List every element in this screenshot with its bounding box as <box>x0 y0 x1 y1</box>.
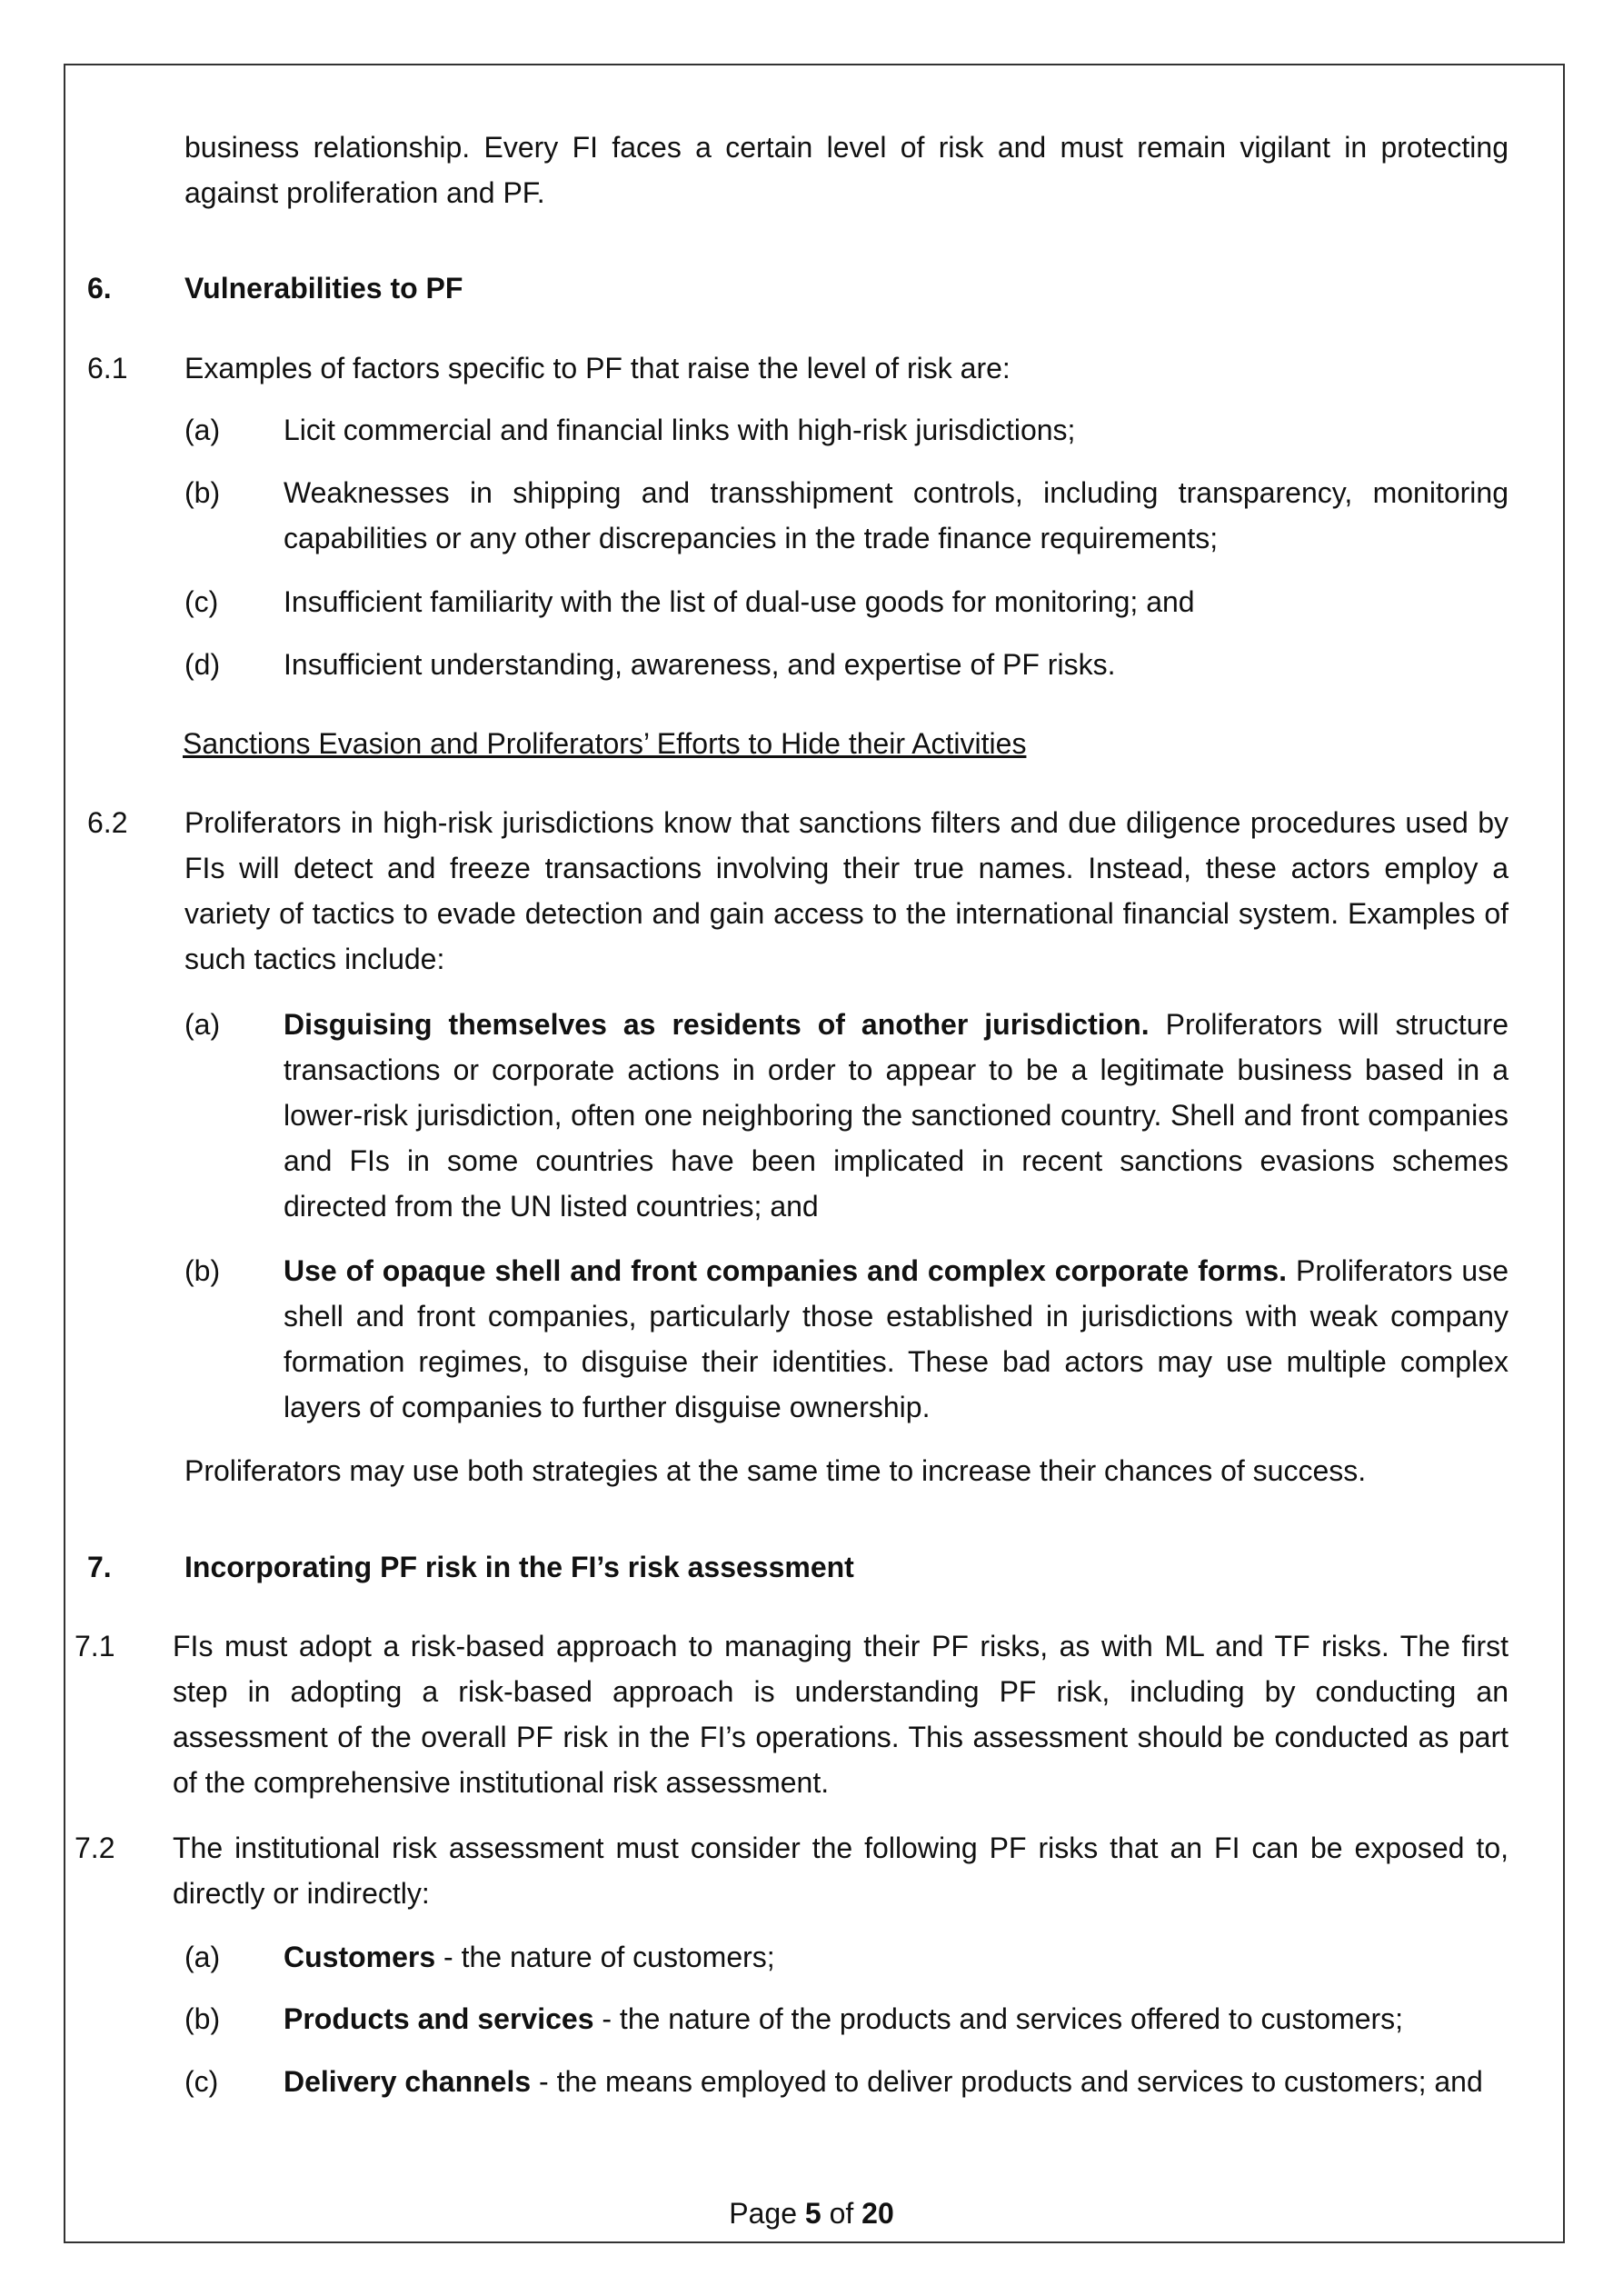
list-item-label: (a) <box>184 1008 221 1041</box>
list-item-body: Proliferators use shell and front companies, particularly those established in jurisdictions with weak company formation regimes, to disguise their identities. These bad actors may use multiple complex layers of companies to further disguise ownership. <box>284 1254 1509 1423</box>
list-item-body: - the means employed to deliver products and services to customers; and <box>531 2065 1483 2098</box>
list-item-text <box>284 1002 1508 1229</box>
section-6-number: 6. <box>87 272 112 304</box>
section-7-title: Incorporating PF risk in the FI’s risk assessment <box>184 1551 854 1583</box>
list-item-lead: Delivery channels <box>284 2065 532 2098</box>
total-pages: 20 <box>861 2197 894 2230</box>
list-item-body: - the nature of the products and services offered to customers; <box>593 2002 1404 2035</box>
list-item-text: Weaknesses in shipping and transshipment controls, including transparency, monitoring capabilities or any other discrepancies in the trade finance requirements; <box>284 476 1508 554</box>
para-6-2-text: Proliferators in high-risk jurisdictions know that sanctions filters and due diligence procedures used by FIs will detect and freeze transactions involving their true names. Instead, these actors employ a variety of tactics to evade detection and gain access to the international financial system. Examples of such tactics include: <box>184 806 1508 975</box>
list-item-label: (b) <box>184 1254 221 1287</box>
list-item-body: - the nature of customers; <box>435 1941 775 1973</box>
list-item-text <box>284 1934 1508 1980</box>
para-6-1-number: 6.1 <box>87 352 128 384</box>
para-6-2-closing: Proliferators may use both strategies at the same time to increase their chances of success. <box>184 1454 1367 1487</box>
list-item-lead: Products and services <box>284 2002 594 2035</box>
list-item-text <box>284 2059 1508 2104</box>
list-item-text <box>284 1248 1508 1430</box>
para-7-2-text: The institutional risk assessment must consider the following PF risks that an FI can be exposed to, directly or indirectly: <box>173 1832 1508 1910</box>
para-7-2-number: 7.2 <box>75 1832 115 1864</box>
intro-paragraph: business relationship. Every FI faces a certain level of risk and must remain vigilant in protecting against proliferation and PF. <box>184 131 1508 209</box>
list-item-text <box>284 1996 1508 2041</box>
page-separator: of <box>821 2197 862 2230</box>
para-7-1-number: 7.1 <box>75 1630 115 1662</box>
list-item-label: (a) <box>184 414 221 446</box>
list-item-label: (b) <box>184 2002 221 2035</box>
para-6-1-text: Examples of factors specific to PF that raise the level of risk are: <box>184 352 1011 384</box>
list-item-text: Licit commercial and financial links with high-risk jurisdictions; <box>284 414 1076 446</box>
list-item-text: Insufficient understanding, awareness, and expertise of PF risks. <box>284 648 1116 681</box>
section-7-number: 7. <box>87 1551 112 1583</box>
list-item-lead: Customers <box>284 1941 436 1973</box>
page-prefix: Page <box>729 2197 805 2230</box>
list-item-text: Insufficient familiarity with the list of dual-use goods for monitoring; and <box>284 585 1195 618</box>
list-item-lead: Use of opaque shell and front companies and complex corporate forms. <box>284 1254 1288 1287</box>
subheading-sanctions-evasion: Sanctions Evasion and Proliferators’ Efforts to Hide their Activities <box>183 727 1027 760</box>
list-item-body: Proliferators will structure transactions or corporate actions in order to appear to be a legitimate business based in a lower-risk jurisdiction, often one neighboring the sanctioned country. Shell and front companies and FIs in some countries have been implicated in recent sanctions evasions schemes directed from the UN listed countries; and <box>284 1008 1509 1223</box>
list-item-label: (c) <box>184 585 219 618</box>
para-7-1-text: FIs must adopt a risk-based approach to managing their PF risks, as with ML and TF risks. The first step in adopting a risk-based approach is understanding PF risk, including by conducting an assessment of the overall PF risk in the FI’s operations. This assessment should be conducted as part of the comprehensive institutional risk assessment. <box>173 1630 1508 1799</box>
list-item-label: (d) <box>184 648 221 681</box>
section-6-title: Vulnerabilities to PF <box>184 272 463 304</box>
para-6-2-number: 6.2 <box>87 806 128 839</box>
list-item-label: (b) <box>184 476 221 509</box>
page-number <box>0 2191 1623 2236</box>
current-page: 5 <box>804 2197 821 2230</box>
list-item-label: (a) <box>184 1941 221 1973</box>
list-item-lead: Disguising themselves as residents of another jurisdiction. <box>284 1008 1150 1041</box>
list-item-label: (c) <box>184 2065 219 2098</box>
